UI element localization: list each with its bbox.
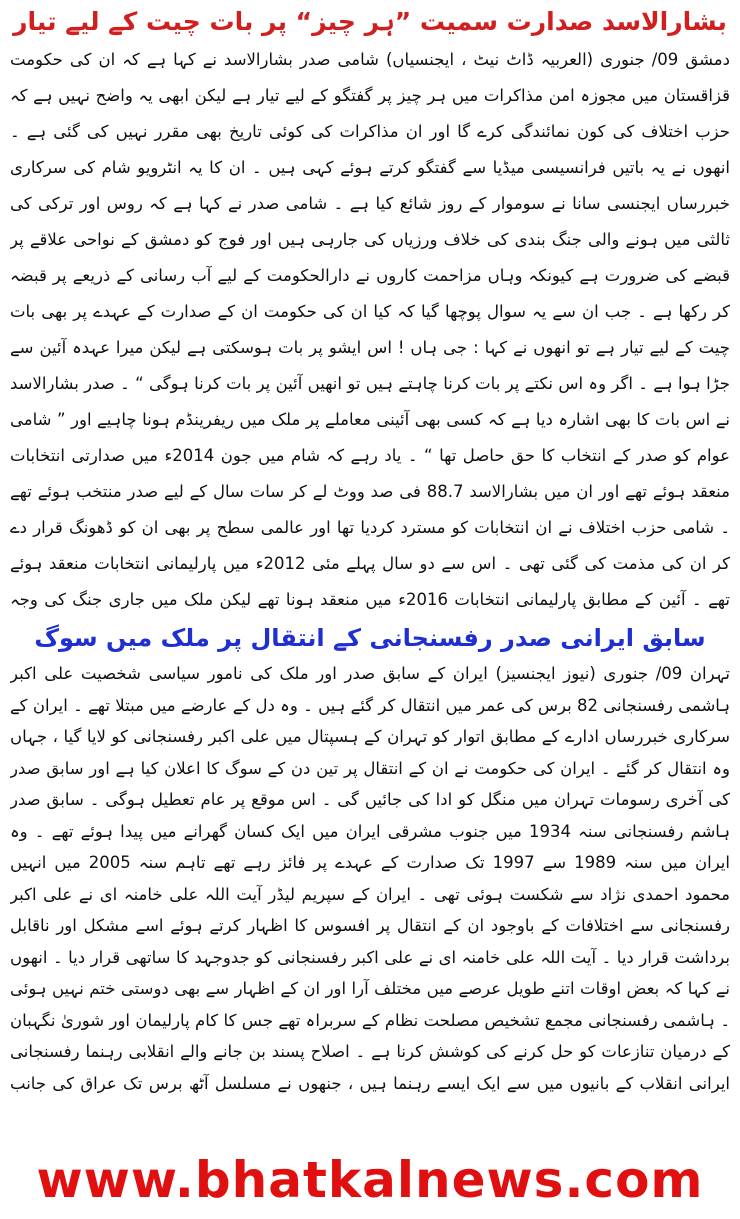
article-2-body: تہران 09/ جنوری (نیوز ایجنسیز) ایران کے سابق صدر اور ملک کی نامور سیاسی شخصیت علی اکبر ہاشمی رفسنجانی 82 برس کی عمر میں انتقال کر گئے ہیں ۔ وہ دل کے عارضے میں مبتلا تھے ۔ ایران کے سرکاری خبررساں ادارے کے مطابق اتوار کو تہران کے ہسپتال میں علی اکبر رفسنجانی کو لایا گیا ، جہاں وہ انتقال کر گئے ۔ ایران کی حکومت نے ان کے انتقال پر تین دن کے سوگ کا اعلان کیا ہے اور سابق صدر کی آخری رسومات تہران میں منگل کو ادا کی جائیں گی ۔ اس موقع پر عام تعطیل ہوگی ۔ سابق صدر ہاشم رفسنجانی سنہ 1934 میں جنوب مشرقی ایران میں ایک کسان گھرانے میں پیدا ہوئے تھے ۔ وہ ایران میں سنہ 1989 سے 1997 تک صدارت کے عہدے پر فائز رہے تھے تاہم سنہ 2005 میں انہیں محمود احمدی نژاد سے شکست ہوئی تھی ۔ ایران کے سپریم لیڈر آیت اللہ علی خامنہ ای نے علی اکبر رفسنجانی سے اختلافات کے باوجود ان کے انتقال پر افسوس کا اظہار کرتے ہوئے اسے مشکل اور ناقابل برداشت قرار دیا ۔ آیت اللہ علی خامنہ ای نے علی اکبر رفسنجانی کو جدوجہد کا ساتھی قرار دیا ۔ انھوں نے کہا کہ بعض اوقات اتنے طویل عرصے میں مختلف آرا اور ان کے اظہار سے بھی دوستی ختم نہیں ہوئی ۔ ہاشمی رفسنجانی مجمع تشخیص مصلحت نظام کے سربراہ تھے جس کا کام پارلیمان اور شوریٰ نگہبان کے درمیان تنازعات کو حل کرنے کی کوشش کرنا ہے ۔ اصلاح پسند بن جانے والے انقلابی رہنما رفسنجانی ایرانی انقلاب کے بانیوں میں سے ایک ایسے رہنما ہیں ، جنھوں نے مسلسل آٹھ برس تک عراق کی جانب: [10, 664, 730, 1093]
article-2-headline: سابق ایرانی صدر رفسنجانی کے انتقال پر ملک میں سوگ: [34, 624, 706, 652]
article-1-headline: بشارالاسد صدارت سمیت ”ہر چیز“ پر بات چیت کے لیے تیار: [13, 7, 727, 36]
site-url-footer: www.bhatkalnews.com: [36, 1151, 704, 1209]
article-1-body: دمشق 09/ جنوری (العربیہ ڈاٹ نیٹ ، ایجنسیاں) شامی صدر بشارالاسد نے کہا ہے کہ ان کی حکومت قزاقستان میں مجوزہ امن مذاکرات میں ہر چیز پر گفتگو کے لیے تیار ہے لیکن ابھی یہ واضح نہیں ہے کہ حزب اختلاف کی کون نمائندگی کرے گا اور ان مذاکرات کی کوئی تاریخ بھی مقرر نہیں کی گئی ہے ۔ انھوں نے یہ باتیں فرانسیسی میڈیا سے گفتگو کرتے ہوئے کہی ہیں ۔ ان کا یہ انٹرویو شام کی سرکاری خبررساں ایجنسی سانا نے سوموار کے روز شائع کیا ہے ۔ شامی صدر نے کہا ہے کہ روس اور ترکی کی ثالثی میں ہونے والی جنگ بندی کی خلاف ورزیاں کی جارہی ہیں اور فوج کو دمشق کے نواحی علاقے پر قبضے کی ضرورت ہے کیونکہ وہاں مزاحمت کاروں نے دارالحکومت کے لیے آب رسانی کے ذریعے پر قبضہ کر رکھا ہے ۔ جب ان سے یہ سوال پوچھا گیا کہ کیا ان کی حکومت ان کے صدارت کے عہدے پر بھی بات چیت کے لیے تیار ہے تو انھوں نے کہا : جی ہاں ! اس ایشو پر بات ہوسکتی ہے لیکن میرا عہدہ آئین سے جڑا ہوا ہے ۔ اگر وہ اس نکتے پر بات کرنا چاہتے ہیں تو انھیں آئین پر بات کرنا ہوگی “ ۔ صدر بشارالاسد نے اس بات کا بھی اشارہ دیا ہے کہ کسی بھی آئینی معاملے پر ملک میں ریفرینڈم ہونا چاہیے اور ” شامی عوام کو صدر کے انتخاب کا حق حاصل تھا “ ۔ یاد رہے کہ شام میں جون 2014ء میں صدارتی انتخابات منعقد ہوئے تھے اور ان میں بشارالاسد 88.7 فی صد ووٹ لے کر سات سال کے لیے صدر منتخب ہوئے تھے ۔ شامی حزب اختلاف نے ان انتخابات کو مسترد کردیا تھا اور عالمی سطح پر بھی ان کو ڈھونگ قرار دے کر ان کی مذمت کی گئی تھی ۔ اس سے دو سال پہلے مئی 2012ء میں پارلیمانی انتخابات منعقد ہوئے تھے ۔ آئین کے مطابق پارلیمانی انتخابات 2016ء میں منعقد ہونا تھے لیکن ملک میں جاری جنگ کی وجہ: [10, 50, 730, 609]
